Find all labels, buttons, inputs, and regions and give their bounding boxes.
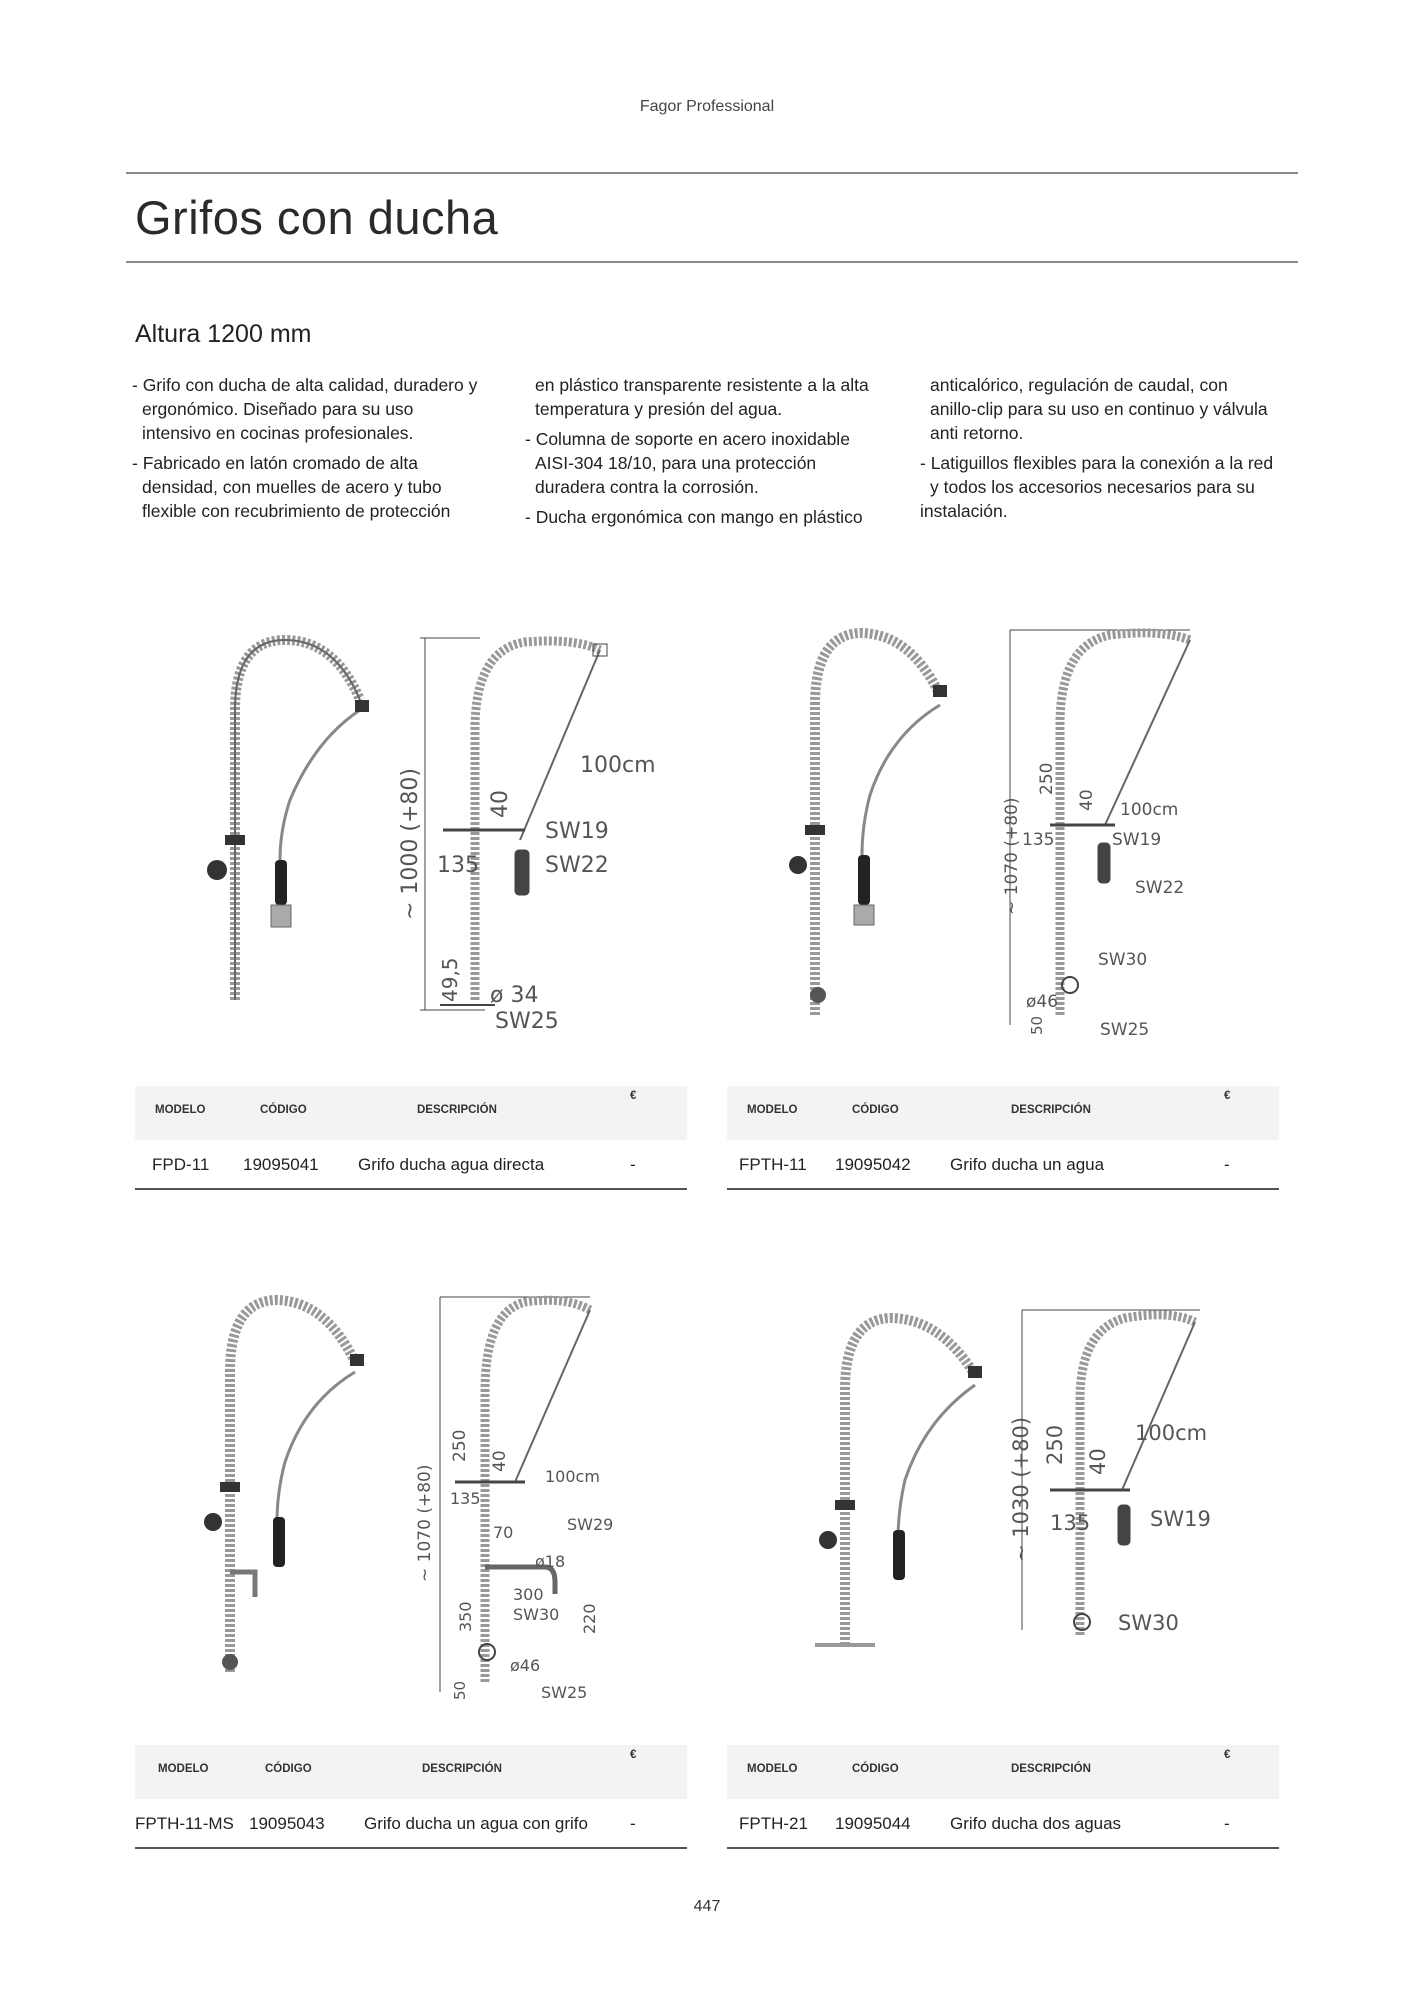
dim-sw1: SW29 — [567, 1515, 614, 1534]
desc-line: duradera contra la corrosión. — [535, 477, 759, 497]
table-header — [727, 1745, 1279, 1799]
header-codigo: CÓDIGO — [260, 1104, 307, 1116]
desc-line: - Columna de soporte en acero inoxidable — [525, 429, 850, 449]
dim-40: 40 — [490, 1450, 510, 1472]
dim-sw3: SW25 — [541, 1683, 588, 1702]
dim-300: 300 — [513, 1585, 544, 1604]
table-row — [727, 1799, 1279, 1849]
desc-line: temperatura y presión del agua. — [535, 399, 783, 419]
desc-line: flexible con recubrimiento de protección — [142, 501, 451, 521]
dim-sw1: SW19 — [1112, 830, 1162, 850]
desc-line: instalación. — [920, 501, 1008, 521]
cell-descripcion: Grifo ducha un agua — [950, 1155, 1105, 1174]
faucet-photo — [789, 633, 947, 1015]
dim-hose: 100cm — [545, 1467, 600, 1486]
header-modelo: MODELO — [158, 1763, 209, 1775]
dim-sw2: SW30 — [513, 1605, 560, 1624]
cell-precio: - — [1224, 1155, 1230, 1174]
dim-50: 50 — [1028, 1015, 1046, 1035]
table-header — [727, 1086, 1279, 1140]
cell-descripcion: Grifo ducha agua directa — [358, 1155, 545, 1174]
dim-sw2: SW30 — [1118, 1611, 1179, 1635]
description-column-3 — [920, 373, 1295, 529]
table-header — [135, 1745, 687, 1799]
cell-codigo: 19095044 — [835, 1814, 911, 1833]
dim-hose: 100cm — [1120, 800, 1179, 820]
dim-220: 220 — [580, 1603, 599, 1634]
product-table-fpth-21 — [727, 1745, 1279, 1849]
dim-135: 135 — [1050, 1511, 1091, 1535]
cell-descripcion: Grifo ducha un agua con grifo — [364, 1814, 588, 1833]
dim-250: 250 — [1043, 1424, 1067, 1465]
header-modelo: MODELO — [747, 1763, 798, 1775]
dim-hose: 100cm — [580, 753, 656, 778]
brand-header: Fagor Professional — [639, 98, 775, 115]
header-precio: € — [1224, 1090, 1231, 1102]
dim-40: 40 — [488, 790, 513, 818]
desc-line: anticalórico, regulación de caudal, con — [930, 375, 1228, 395]
dim-height: ~ 1070 (+80) — [415, 1464, 435, 1582]
dim-diam: ø46 — [1026, 992, 1059, 1012]
page-number: 447 — [693, 1898, 721, 1915]
desc-line: anillo-clip para su uso en continuo y válvula — [930, 399, 1268, 419]
product-table-fpth-11-ms — [135, 1745, 687, 1849]
product-figure-fpth-21 — [800, 1300, 1250, 1680]
dim-hose: 100cm — [1135, 1421, 1208, 1445]
product-table-fpth-11 — [727, 1086, 1279, 1190]
desc-line: y todos los accesorios necesarios para su — [930, 477, 1255, 497]
cell-codigo: 19095042 — [835, 1155, 911, 1174]
header-codigo: CÓDIGO — [852, 1104, 899, 1116]
dim-diam: ø46 — [510, 1656, 541, 1675]
table-header — [135, 1086, 687, 1140]
dim-135: 135 — [437, 853, 479, 878]
header-descripcion: DESCRIPCIÓN — [422, 1763, 502, 1775]
table-row — [727, 1140, 1279, 1190]
desc-line: anti retorno. — [930, 423, 1024, 443]
header-descripcion: DESCRIPCIÓN — [1011, 1104, 1091, 1116]
product-table-fpd-11 — [135, 1086, 687, 1190]
faucet-photo — [207, 640, 369, 1000]
dim-49-5: 49,5 — [438, 957, 462, 1002]
desc-line: - Fabricado en latón cromado de alta — [132, 453, 418, 473]
faucet-photo — [204, 1300, 364, 1672]
dim-sw3: SW30 — [1098, 950, 1148, 970]
page-title: Grifos con ducha — [135, 191, 499, 244]
dim-sw4: SW25 — [1100, 1020, 1150, 1040]
section-title: Altura 1200 mm — [135, 320, 312, 348]
dim-sw2: SW22 — [545, 853, 609, 878]
dim-250: 250 — [1037, 762, 1057, 795]
table-row — [135, 1799, 687, 1849]
dim-135: 135 — [1022, 830, 1055, 850]
cell-codigo: 19095041 — [243, 1155, 319, 1174]
header-descripcion: DESCRIPCIÓN — [417, 1104, 497, 1116]
dim-sw2: SW22 — [1135, 878, 1185, 898]
faucet-photo — [815, 1318, 982, 1645]
header-modelo: MODELO — [747, 1104, 798, 1116]
dim-250: 250 — [450, 1429, 470, 1462]
dim-height: ~ 1000 (+80) — [398, 767, 423, 920]
cell-modelo: FPTH-21 — [739, 1814, 808, 1833]
cell-precio: - — [630, 1155, 636, 1174]
header-codigo: CÓDIGO — [265, 1763, 312, 1775]
dim-sw3: SW25 — [495, 1009, 559, 1034]
header-precio: € — [630, 1090, 637, 1102]
dim-diam: ø 34 — [490, 983, 539, 1008]
cell-descripcion: Grifo ducha dos aguas — [950, 1814, 1122, 1833]
product-figure-fpth-11-ms — [195, 1282, 695, 1712]
dim-sw1: SW19 — [545, 819, 609, 844]
table-row — [135, 1140, 687, 1190]
top-rule — [126, 172, 1298, 174]
description-column-2 — [525, 373, 900, 535]
dim-18: ø18 — [535, 1552, 566, 1571]
dim-40: 40 — [1086, 1448, 1110, 1475]
cell-modelo: FPD-11 — [152, 1155, 210, 1174]
desc-line: - Latiguillos flexibles para la conexión a la red — [920, 453, 1274, 473]
dim-135: 135 — [450, 1489, 481, 1508]
dim-70: 70 — [493, 1523, 514, 1542]
dim-height: ~ 1030 (+80) — [1009, 1416, 1033, 1562]
desc-line: - Grifo con ducha de alta calidad, duradero y — [132, 375, 478, 395]
cell-precio: - — [630, 1814, 636, 1833]
dim-height: ~ 1070 (+80) — [1002, 797, 1022, 915]
cell-modelo: FPTH-11-MS — [135, 1814, 234, 1833]
desc-line: intensivo en cocinas profesionales. — [142, 423, 414, 443]
dim-350: 350 — [456, 1601, 475, 1632]
dim-50: 50 — [451, 1680, 469, 1700]
product-figure-fpth-11 — [770, 615, 1250, 1045]
header-modelo: MODELO — [155, 1104, 206, 1116]
desc-line: en plástico transparente resistente a la alta — [535, 375, 869, 395]
description-column-1 — [132, 373, 507, 529]
dim-sw1: SW19 — [1150, 1507, 1211, 1531]
cell-precio: - — [1224, 1814, 1230, 1833]
desc-line: AISI-304 18/10, para una protección — [535, 453, 817, 473]
title-rule — [126, 261, 1298, 263]
desc-line: densidad, con muelles de acero y tubo — [142, 477, 442, 497]
cell-modelo: FPTH-11 — [739, 1155, 807, 1174]
cell-codigo: 19095043 — [249, 1814, 325, 1833]
header-descripcion: DESCRIPCIÓN — [1011, 1763, 1091, 1775]
product-figure-fpd-11 — [195, 620, 715, 1040]
dimension-drawing — [1022, 1310, 1200, 1635]
header-codigo: CÓDIGO — [852, 1763, 899, 1775]
desc-line: - Ducha ergonómica con mango en plástico — [525, 507, 863, 527]
header-precio: € — [630, 1749, 637, 1761]
header-precio: € — [1224, 1749, 1231, 1761]
dim-40: 40 — [1077, 789, 1097, 811]
desc-line: ergonómico. Diseñado para su uso — [142, 399, 414, 419]
